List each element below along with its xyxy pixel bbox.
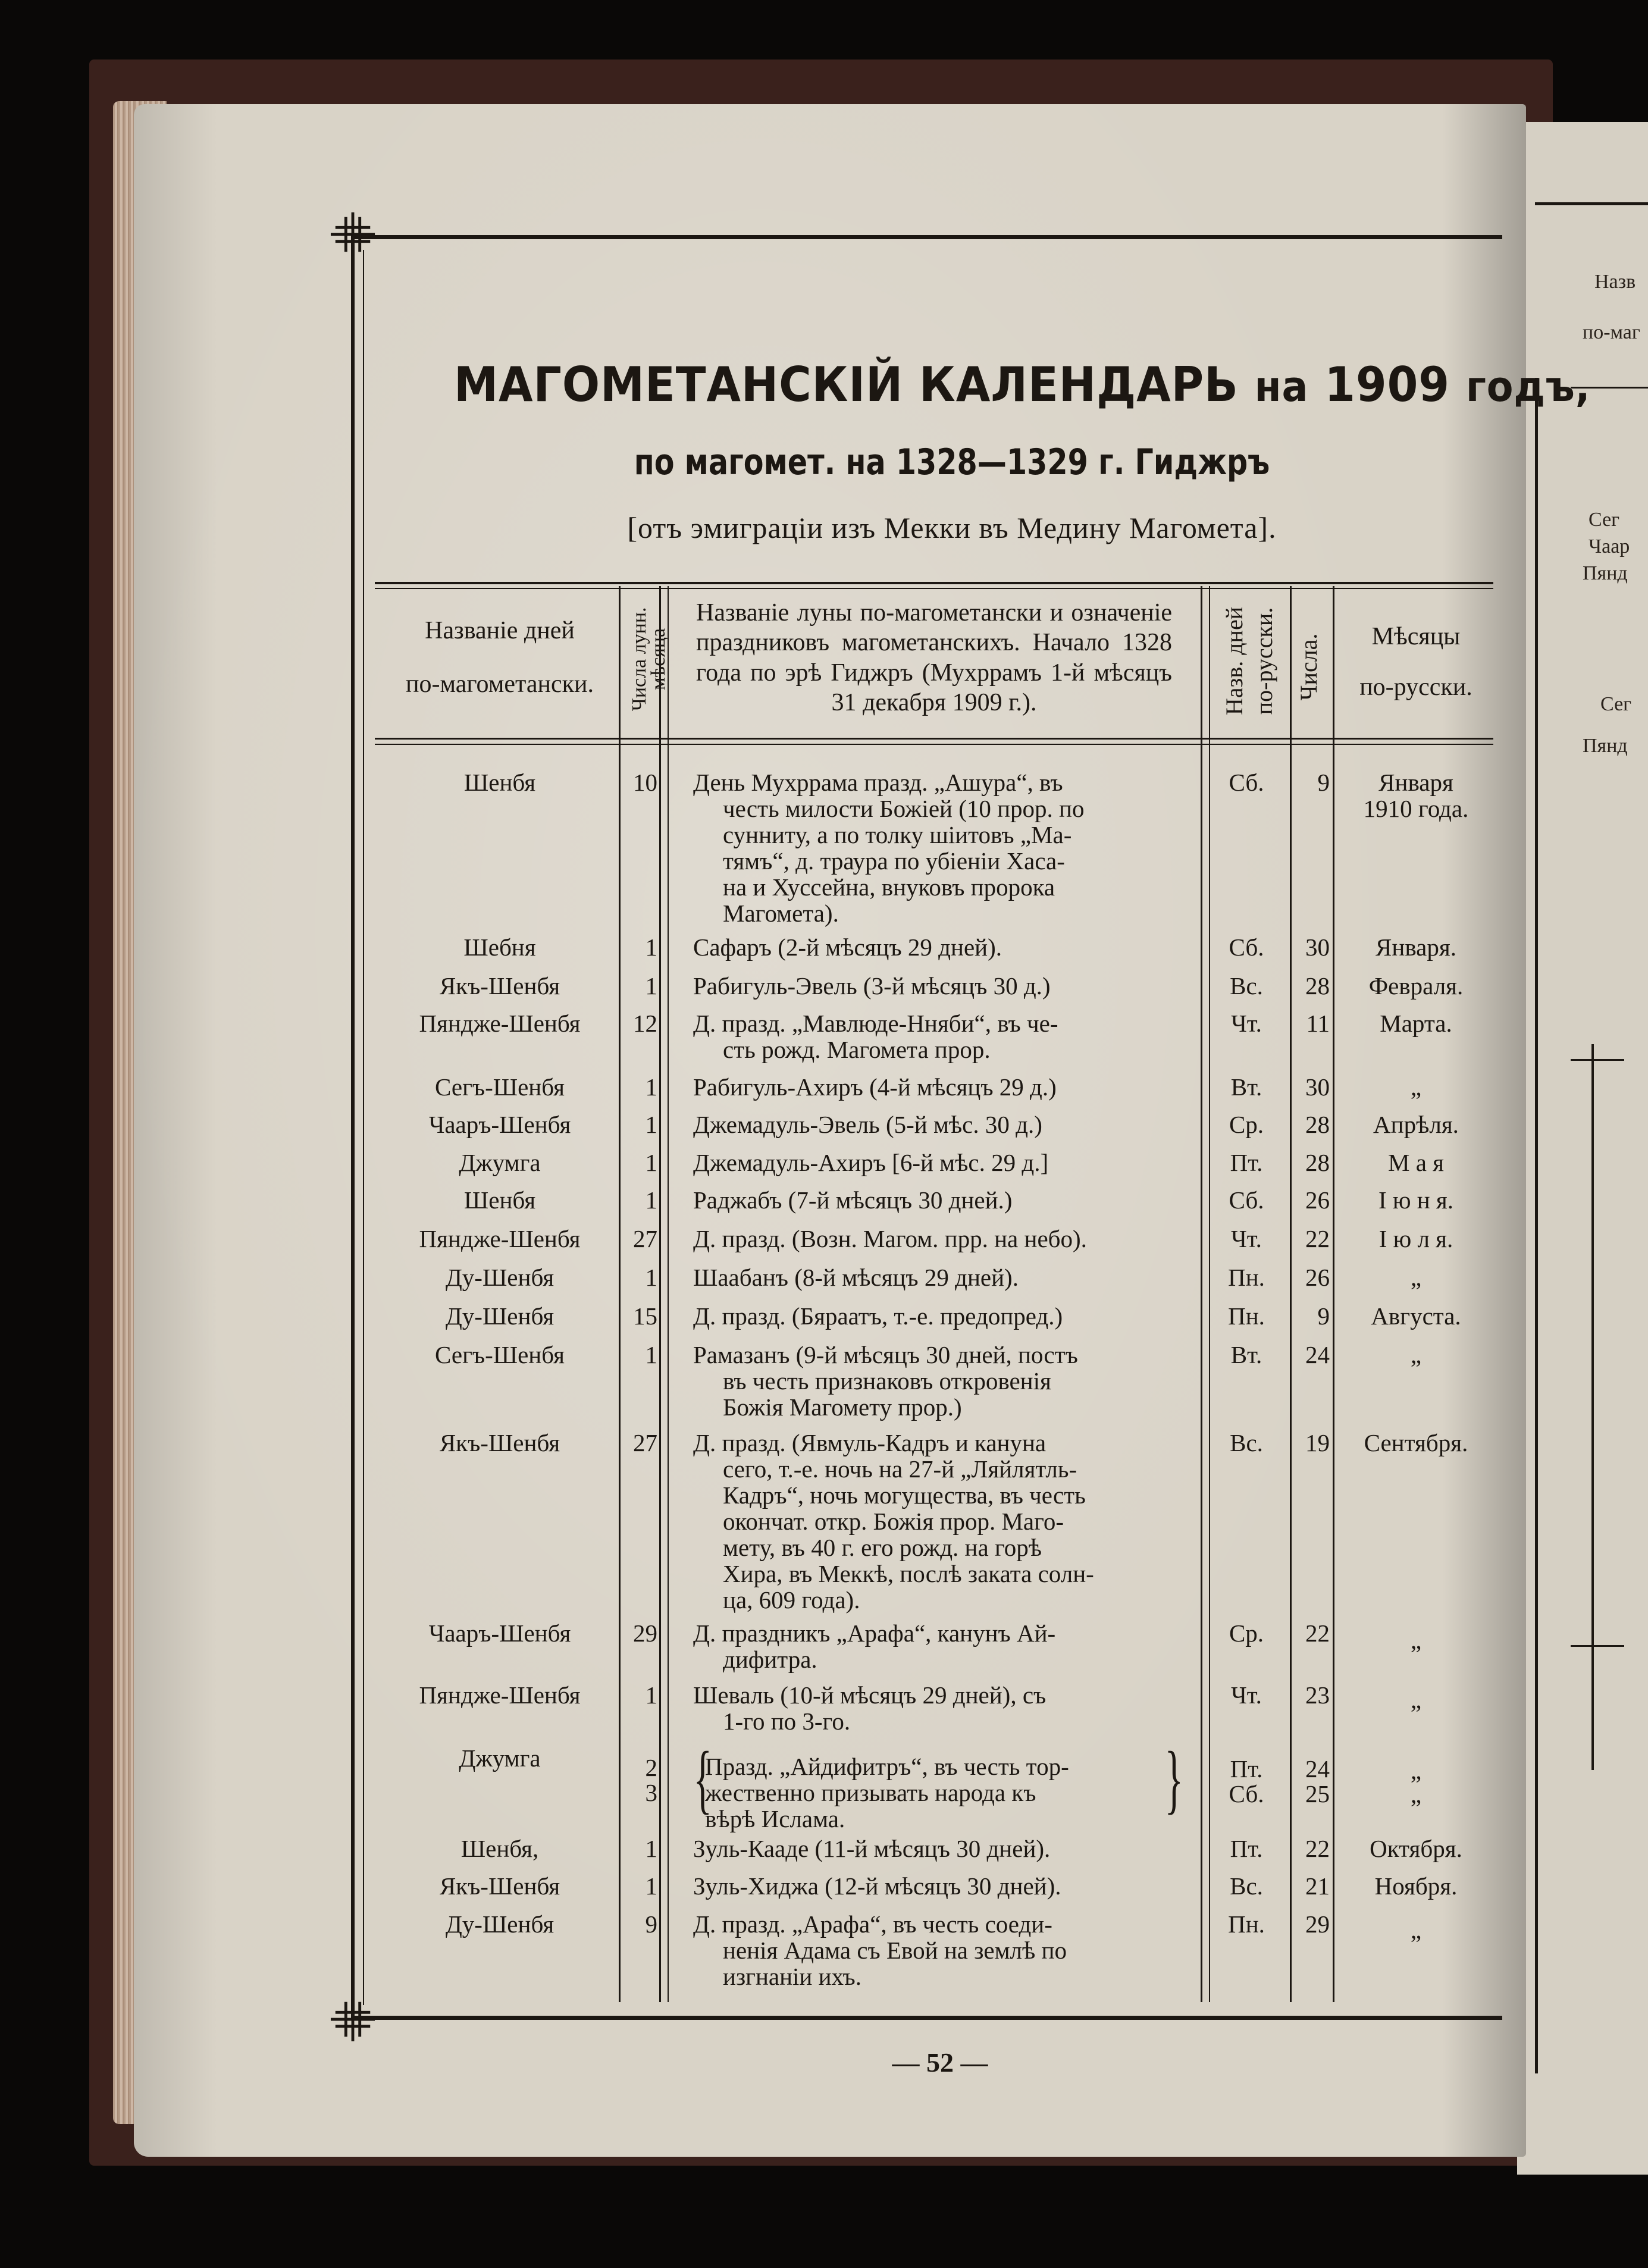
row-russian-day: Сб.: [1229, 1186, 1264, 1214]
row-russian-number: 26: [1305, 1186, 1330, 1214]
row-month: Ноября.: [1374, 1872, 1458, 1900]
row-description: [693, 1342, 1181, 1420]
row-month: „: [1410, 1686, 1422, 1713]
row-description: [693, 1303, 1181, 1329]
row-lunar-number: 1: [645, 1111, 657, 1138]
row-lunar-number: 29: [633, 1619, 657, 1647]
row-russian-day: Сб.: [1229, 769, 1264, 796]
header-num-l2: мѣсяца: [647, 628, 670, 690]
row-lunar-number: 1: [645, 1186, 657, 1214]
row-month: Августа.: [1371, 1302, 1461, 1330]
row-russian-number: 9: [1317, 1302, 1330, 1330]
desc-line: сунниту, а по толку шiитовъ „Ма-: [723, 821, 1072, 848]
desc-line: изгнанiи ихъ.: [723, 1963, 861, 1990]
row-russian-number: 28: [1305, 972, 1330, 1000]
desc-line: Сафаръ (2-й мѣсяцъ 29 дней).: [693, 933, 1002, 961]
row-russian-number: 30: [1305, 1073, 1330, 1101]
row-russian-day: Вс.: [1230, 1429, 1263, 1456]
right-brace-icon: }: [1164, 1736, 1183, 1822]
row-russian-number: 30: [1305, 933, 1330, 961]
row-day: Джумга: [459, 1149, 541, 1176]
desc-line: ненiя Адама съ Евой на землѣ по: [723, 1937, 1067, 1964]
row-day: Пяндже-Шенбя: [419, 1225, 581, 1252]
column-divider: [668, 586, 669, 2002]
header-description: Названiе луны по-магометански и означенiе праздниковъ магометанскихъ. Начало 1328 года по эрѣ Гиджръ (Мухррамъ 1-й мѣсяцъ 31 декабря 1909 г.).: [696, 599, 1172, 717]
row-russian-day: Ср.: [1229, 1111, 1264, 1138]
table-top-rule-2: [375, 588, 1493, 589]
row-description: [693, 1010, 1181, 1063]
row-lunar-number: 1: [645, 1681, 657, 1709]
row-description: [693, 1111, 1181, 1138]
title-on: на: [1254, 362, 1309, 411]
row-month: Октября.: [1370, 1835, 1462, 1862]
header-day-l2: по-магометански.: [405, 671, 594, 698]
row-lunar-number-2: 3: [645, 1779, 657, 1806]
row-russian-number: 22: [1305, 1835, 1330, 1862]
row-lunar-number: 1: [645, 972, 657, 1000]
row-lunar-number: 1: [645, 1149, 657, 1176]
header-num-l1: Числа лунн.: [628, 607, 651, 712]
desc-line: Кадръ“, ночь могущества, въ честь: [723, 1481, 1086, 1509]
row-day: Чааръ-Шенбя: [428, 1619, 571, 1647]
row-russian-number-2: 25: [1305, 1780, 1330, 1807]
desc-line: тямъ“, д. траура по убiенiи Хаса-: [723, 847, 1065, 875]
row-month: I ю л я.: [1378, 1225, 1453, 1252]
row-day: Шебня: [463, 933, 536, 961]
row-month: Марта.: [1380, 1010, 1452, 1037]
row-lunar-number: 1: [645, 1264, 657, 1291]
row-month: „: [1410, 1627, 1422, 1654]
desc-line: въ честь признаковъ откровенiя: [723, 1367, 1051, 1395]
desc-line: 1-го по 3-го.: [723, 1708, 851, 1735]
row-day: Чааръ-Шенбя: [428, 1111, 571, 1138]
column-divider: [1333, 586, 1334, 2002]
row-russian-number: 28: [1305, 1149, 1330, 1176]
page-subtitle-note: [отъ эмиграцiи изъ Мекки въ Медину Магомета].: [627, 511, 1277, 544]
row-lunar-number: 9: [645, 1910, 657, 1938]
desc-line: Д. празд. (Возн. Магом. прр. на небо).: [693, 1225, 1087, 1252]
row-russian-day: Пн.: [1228, 1910, 1265, 1938]
row-month: I ю н я.: [1378, 1186, 1454, 1214]
desc-line: Празд. „Айдифитръ“, въ честь тор-: [705, 1753, 1069, 1780]
row-month: Января: [1378, 769, 1453, 796]
row-description: [693, 1835, 1181, 1862]
desc-line: вѣрѣ Ислама.: [705, 1805, 845, 1832]
row-month-2: „: [1410, 1781, 1422, 1808]
desc-line: Рабигуль-Эвель (3-й мѣсяцъ 30 д.): [693, 972, 1051, 1000]
desc-line: мету, въ 40 г. его рожд. на горѣ: [723, 1534, 1042, 1561]
row-description: [693, 1264, 1181, 1290]
header-rday-l2: по-русски.: [1251, 607, 1277, 715]
row-russian-day: Пн.: [1228, 1264, 1265, 1291]
row-day: Шенбя: [463, 1186, 536, 1214]
row-russian-number: 21: [1305, 1872, 1330, 1900]
row-russian-number: 24: [1305, 1341, 1330, 1368]
row-description: [693, 1620, 1181, 1672]
desc-line: Джемадуль-Ахиръ [6-й мѣс. 29 д.]: [693, 1149, 1049, 1176]
next-page-text-2: Чаар: [1589, 535, 1630, 557]
row-russian-day: Чт.: [1231, 1010, 1262, 1037]
row-day: Сегъ-Шенбя: [435, 1341, 565, 1368]
desc-line: дифитра.: [723, 1646, 817, 1673]
row-month: „: [1410, 1073, 1422, 1101]
desc-line: Д. празд. „Арафа“, въ честь соеди-: [693, 1910, 1052, 1938]
row-month: Апрѣля.: [1373, 1111, 1459, 1138]
row-russian-day: Вс.: [1230, 1872, 1263, 1900]
row-russian-day: Ср.: [1229, 1619, 1264, 1647]
next-page-text-4: Сег: [1600, 693, 1632, 715]
row-russian-day: Чт.: [1231, 1681, 1262, 1709]
next-page-text-3: Пянд: [1583, 562, 1628, 584]
row-description: [693, 1226, 1181, 1252]
row-russian-day: Пт.: [1230, 1755, 1263, 1783]
row-lunar-number: 27: [633, 1429, 657, 1456]
row-russian-number: 11: [1306, 1010, 1330, 1037]
desc-line: Шеваль (10-й мѣсяцъ 29 дней), съ: [693, 1681, 1047, 1709]
row-lunar-number: 1: [645, 1872, 657, 1900]
row-description: [693, 769, 1181, 926]
row-russian-day: Пт.: [1230, 1149, 1263, 1176]
corner-ornament-icon: [330, 211, 376, 258]
desc-line: Рабигуль-Ахиръ (4-й мѣсяцъ 29 д.): [693, 1073, 1057, 1101]
desc-line: сего, т.-е. ночь на 27-й „Ляйлятль-: [723, 1455, 1077, 1483]
desc-line: Джемадуль-Эвель (5-й мѣс. 30 д.): [693, 1111, 1042, 1138]
row-description: [705, 1753, 1169, 1832]
desc-line: Божiя Магомету прор.): [723, 1393, 962, 1421]
row-description: [693, 1187, 1181, 1213]
row-russian-day: Пт.: [1230, 1835, 1263, 1862]
header-month-l2: по-русски.: [1359, 673, 1472, 701]
desc-line: честь милости Божiей (10 прор. по: [723, 795, 1085, 822]
next-page: [1517, 122, 1648, 2175]
row-lunar-number: 10: [633, 769, 657, 796]
row-day: Якъ-Шенбя: [439, 1872, 560, 1900]
title-main: МАГОМЕТАНСКIЙ КАЛЕНДАРЬ: [454, 357, 1239, 412]
row-description: [693, 1430, 1181, 1613]
row-month: „: [1410, 1264, 1422, 1291]
row-lunar-number: 15: [633, 1302, 657, 1330]
desc-line: сть рожд. Магомета прор.: [723, 1036, 991, 1063]
row-description: [693, 1149, 1181, 1176]
row-month: Февраля.: [1368, 972, 1464, 1000]
row-month: „: [1410, 1757, 1422, 1784]
row-description: [693, 1911, 1181, 1990]
row-russian-day: Вс.: [1230, 972, 1263, 1000]
row-russian-day-2: Сб.: [1229, 1780, 1264, 1807]
desc-line: Зуль-Кааде (11-й мѣсяцъ 30 дней).: [693, 1835, 1051, 1862]
row-russian-number: 23: [1305, 1681, 1330, 1709]
row-russian-number: 19: [1305, 1429, 1330, 1456]
page-number: — 52 —: [892, 2047, 988, 2078]
row-russian-day: Вт.: [1230, 1341, 1262, 1368]
desc-line: ца, 609 года).: [723, 1586, 860, 1614]
desc-line: Магомета).: [723, 900, 839, 927]
desc-line: Д. празд. „Мавлюде-Нняби“, въ че-: [693, 1010, 1058, 1037]
row-day: Шенбя: [463, 769, 536, 796]
row-russian-day: Пн.: [1228, 1302, 1265, 1330]
row-description: [693, 1682, 1181, 1734]
column-divider: [1201, 586, 1202, 2002]
row-russian-number: 22: [1305, 1225, 1330, 1252]
row-description: [693, 1873, 1181, 1899]
desc-line: на и Хуссейна, внуковъ пророка: [723, 873, 1055, 901]
row-description: [693, 934, 1181, 960]
page-subtitle: по магомет. на 1328—1329 г. Гиджръ: [634, 441, 1270, 483]
table-top-rule: [375, 582, 1493, 584]
next-page-header-1: Назв: [1594, 271, 1636, 293]
desc-line: Рамазанъ (9-й мѣсяцъ 30 дней, постъ: [693, 1341, 1078, 1368]
row-month: Сентября.: [1364, 1429, 1468, 1456]
next-page-header-2: по-маг: [1583, 321, 1640, 343]
row-russian-number: 24: [1305, 1755, 1330, 1783]
desc-line: Д. празд. (Явмуль-Кадръ и кануна: [693, 1429, 1047, 1456]
row-month: „: [1410, 1341, 1422, 1368]
row-day: Ду-Шенбя: [445, 1264, 554, 1291]
row-day: Якъ-Шенбя: [439, 1429, 560, 1456]
title-word: годъ,: [1465, 362, 1591, 411]
row-day: Шенбя,: [460, 1835, 539, 1862]
row-lunar-number: 1: [645, 1073, 657, 1101]
table-header-rule: [375, 738, 1493, 740]
row-day: Ду-Шенбя: [445, 1910, 554, 1938]
row-russian-day: Вт.: [1230, 1073, 1262, 1101]
row-russian-day: Сб.: [1229, 933, 1264, 961]
column-divider: [659, 586, 661, 2002]
desc-line: Д. празд. (Бяраатъ, т.-е. предопред.): [693, 1302, 1063, 1330]
row-month: „: [1410, 1916, 1422, 1944]
row-day: Ду-Шенбя: [445, 1302, 554, 1330]
row-lunar-number: 1: [645, 933, 657, 961]
desc-line: Зуль-Хиджа (12-й мѣсяцъ 30 дней).: [693, 1872, 1061, 1900]
row-russian-number: 26: [1305, 1264, 1330, 1291]
row-russian-number: 29: [1305, 1910, 1330, 1938]
row-lunar-number: 1: [645, 1341, 657, 1368]
row-day: Джумга: [459, 1744, 541, 1772]
header-month-l1: Мѣсяцы: [1371, 623, 1461, 650]
row-month: Января.: [1376, 933, 1456, 961]
left-brace-icon: {: [693, 1736, 712, 1822]
row-day: Сегъ-Шенбя: [435, 1073, 565, 1101]
table-header-rule-2: [375, 744, 1493, 745]
row-month: М а я: [1387, 1149, 1444, 1176]
column-divider: [619, 586, 621, 2002]
row-lunar-number: 2: [645, 1754, 657, 1781]
desc-line: окончат. откр. Божiя прор. Маго-: [723, 1508, 1064, 1535]
page-title: [454, 357, 1591, 412]
header-rnum: Числа.: [1295, 633, 1322, 701]
desc-line: День Мухррама празд. „Ашура“, въ: [693, 769, 1063, 796]
row-description: [693, 1074, 1181, 1100]
row-russian-number: 28: [1305, 1111, 1330, 1138]
header-day-l1: Названiе дней: [425, 617, 575, 644]
desc-line: жественно призывать народа къ: [705, 1779, 1036, 1806]
row-month-2: 1910 года.: [1363, 795, 1469, 822]
desc-line: Раджабъ (7-й мѣсяцъ 30 дней.): [693, 1186, 1013, 1214]
desc-line: Шаабанъ (8-й мѣсяцъ 29 дней).: [693, 1264, 1019, 1291]
row-lunar-number: 27: [633, 1225, 657, 1252]
row-russian-day: Чт.: [1231, 1225, 1262, 1252]
next-page-text-5: Пянд: [1583, 735, 1628, 757]
desc-line: Хира, въ Меккѣ, послѣ заката солн-: [723, 1560, 1094, 1587]
title-year: 1909: [1324, 357, 1450, 412]
row-lunar-number: 1: [645, 1835, 657, 1862]
corner-ornament-icon: [330, 1996, 376, 2043]
desc-line: Д. праздникъ „Арафа“, канунъ Ай-: [693, 1619, 1056, 1647]
row-russian-number: 22: [1305, 1619, 1330, 1647]
row-russian-number: 9: [1317, 769, 1330, 796]
row-description: [693, 973, 1181, 999]
row-lunar-number: 12: [633, 1010, 657, 1037]
next-page-text-1: Сег: [1589, 509, 1620, 531]
header-rday-l1: Назв. дней: [1221, 606, 1248, 716]
row-day: Якъ-Шенбя: [439, 972, 560, 1000]
row-day: Пяндже-Шенбя: [419, 1010, 581, 1037]
row-day: Пяндже-Шенбя: [419, 1681, 581, 1709]
